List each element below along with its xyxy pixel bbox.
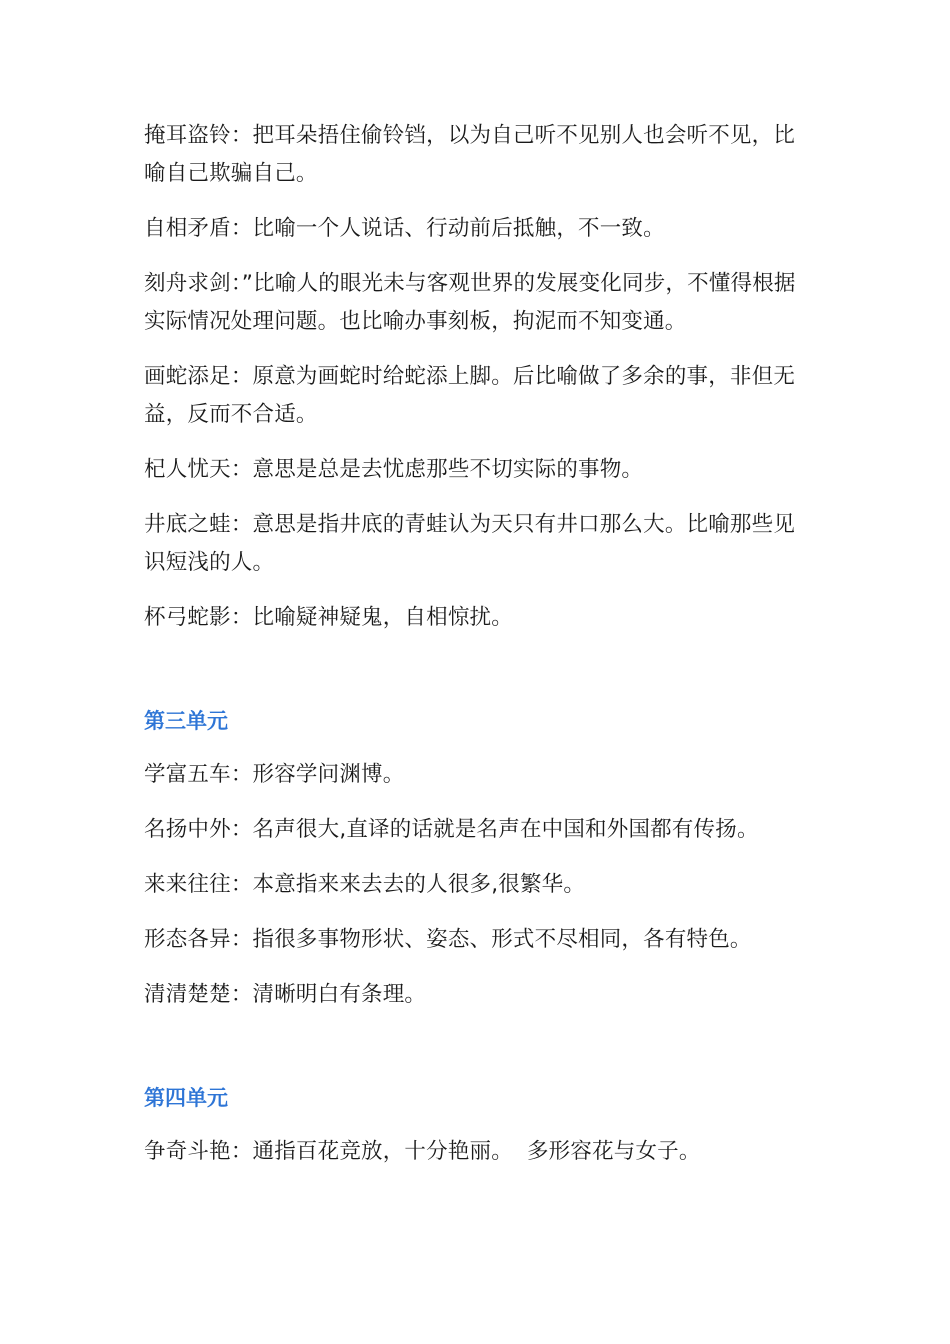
- idiom-definition: 通指百花竞放，十分艳丽。 多形容花与女子。: [252, 1139, 701, 1164]
- idiom-term: 来来往往: [144, 872, 231, 897]
- idiom-term: 争奇斗艳: [144, 1139, 231, 1164]
- unit4-section: [144, 1079, 804, 1171]
- idiom-definition: 原意为画蛇时给蛇添上脚。后比喻做了多余的事，非但无益，反而不合适。: [144, 364, 796, 427]
- idiom-term: 名扬中外: [144, 817, 231, 842]
- idiom-definition: 意思是指井底的青蛙认为天只有井口那么大。比喻那些见识短浅的人。: [144, 512, 796, 575]
- idiom-definition: 指很多事物形状、姿态、形式不尽相同，各有特色。: [252, 927, 752, 952]
- idiom-definition: 比喻疑神疑鬼，自相惊扰。: [252, 605, 513, 630]
- idiom-term: 刻舟求剑: [144, 271, 231, 296]
- idiom-term: 自相矛盾: [144, 216, 231, 241]
- unit4-heading: 第四单元: [144, 1086, 228, 1110]
- idiom-entry: 画蛇添足：原意为画蛇时给蛇添上脚。后比喻做了多余的事，非但无益，反而不合适。: [144, 364, 796, 427]
- idiom-definition: 清晰明白有条理。: [252, 982, 427, 1007]
- idiom-term: 掩耳盗铃: [144, 123, 231, 148]
- idiom-entry: 刻舟求剑：”比喻人的眼光未与客观世界的发展变化同步，不懂得根据实际情况处理问题。也比喻办事刻板，拘泥而不知变通。: [144, 271, 796, 334]
- idiom-term: 井底之蛙: [144, 512, 231, 537]
- unit3-section: [144, 702, 804, 1014]
- idiom-definition: 形容学问渊博。: [252, 762, 405, 787]
- idiom-definition: 名声很大,直译的话就是名声在中国和外国都有传扬。: [252, 817, 759, 842]
- section-spacer: [144, 1031, 804, 1079]
- idiom-entry: 形态各异：指很多事物形状、姿态、形式不尽相同，各有特色。: [144, 927, 752, 952]
- idiom-term: 清清楚楚: [144, 982, 231, 1007]
- idiom-term: 形态各异: [144, 927, 231, 952]
- idiom-entry: 名扬中外：名声很大,直译的话就是名声在中国和外国都有传扬。: [144, 817, 759, 842]
- idiom-entry: 掩耳盗铃：把耳朵捂住偷铃铛，以为自己听不见别人也会听不见，比喻自己欺骗自己。: [144, 123, 796, 186]
- idiom-definition: ”比喻人的眼光未与客观世界的发展变化同步，不懂得根据实际情况处理问题。也比喻办事刻板，拘泥而不知变通。: [144, 271, 796, 334]
- idiom-definition: 本意指来来去去的人很多,很繁华。: [252, 872, 586, 897]
- idiom-entry: 杞人忧天：意思是总是去忧虑那些不切实际的事物。: [144, 457, 644, 482]
- idiom-term: 学富五车: [144, 762, 231, 787]
- idiom-list-block1: [144, 117, 804, 637]
- idiom-term: 画蛇添足: [144, 364, 231, 389]
- section-spacer: [144, 654, 804, 702]
- idiom-entry: 学富五车：形容学问渊博。: [144, 762, 405, 787]
- idiom-term: 杯弓蛇影: [144, 605, 231, 630]
- document-page: [144, 117, 804, 1188]
- idiom-definition: 比喻一个人说话、行动前后抵触，不一致。: [252, 216, 665, 241]
- idiom-entry: 井底之蛙：意思是指井底的青蛙认为天只有井口那么大。比喻那些见识短浅的人。: [144, 512, 796, 575]
- idiom-term: 杞人忧天: [144, 457, 231, 482]
- idiom-entry: 清清楚楚：清晰明白有条理。: [144, 982, 427, 1007]
- idiom-entry: 自相矛盾：比喻一个人说话、行动前后抵触，不一致。: [144, 216, 665, 241]
- unit3-heading: 第三单元: [144, 709, 228, 733]
- idiom-definition: 意思是总是去忧虑那些不切实际的事物。: [252, 457, 644, 482]
- idiom-entry: 杯弓蛇影：比喻疑神疑鬼，自相惊扰。: [144, 605, 513, 630]
- idiom-definition: 把耳朵捂住偷铃铛，以为自己听不见别人也会听不见，比喻自己欺骗自己。: [144, 123, 796, 186]
- idiom-entry: 争奇斗艳：通指百花竞放，十分艳丽。 多形容花与女子。: [144, 1139, 701, 1164]
- idiom-entry: 来来往往：本意指来来去去的人很多,很繁华。: [144, 872, 586, 897]
